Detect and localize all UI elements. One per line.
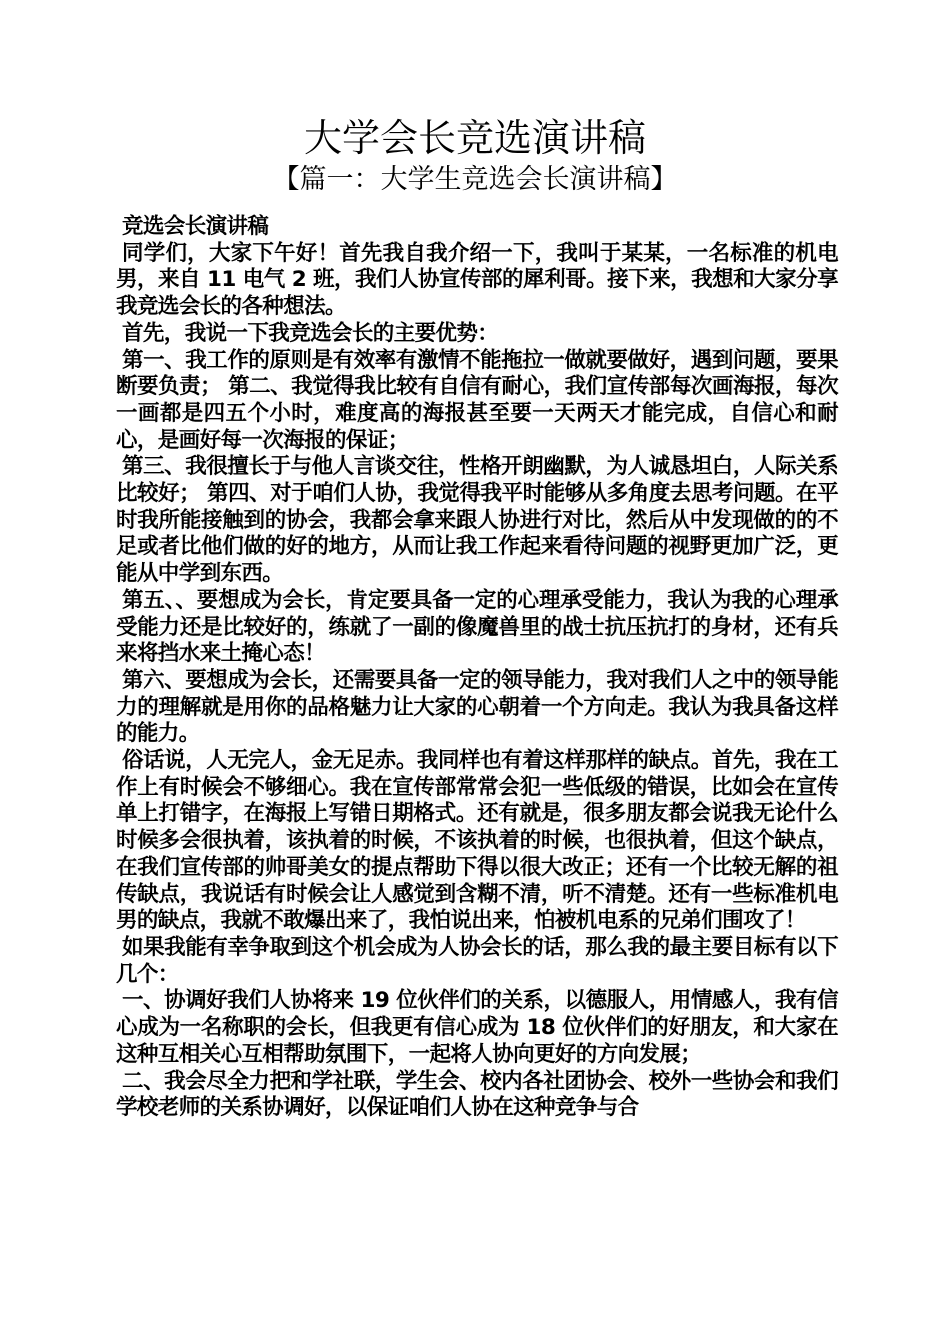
paragraph-shortcomings: 俗话说，人无完人，金无足赤。我同样也有着这样那样的缺点。首先，我在工作上有时候会不够细心。我在宣传部常常会犯一些低级的错误，比如会在宣传单上打错字，在海报上写错日期格式。还有就是，很多朋友都会说我无论什么时候多会很执着，该执着的时候，不该执着的时候，也很执着，但这个缺点，在我们宣传部的帅哥美女的提点帮助下得以很大改正；还有一个比较无解的祖传缺点，我说话有时候会让人感觉到含糊不清，听不清楚。还有一些标准机电男的缺点，我就不敢爆出来了，我怕说出来，怕被机电系的兄弟们围攻了！ xyxy=(116,748,838,934)
document-body xyxy=(116,214,838,1122)
paragraph-heading: 竞选会长演讲稿 xyxy=(122,214,269,239)
paragraph-greeting: 同学们，大家下午好！首先我自我介绍一下，我叫于某某，一名标准的机电男，来自 11 电气 2 班，我们人协宣传部的犀利哥。接下来，我想和大家分享我竞选会长的各种想法。 xyxy=(116,240,838,320)
paragraph-goals-intro: 如果我能有幸争取到这个机会成为人协会长的话，那么我的最主要目标有以下几个： xyxy=(116,934,838,987)
document-subtitle: 【篇一：大学生竞选会长演讲稿】 xyxy=(272,164,678,195)
document-title: 大学会长竞选演讲稿 xyxy=(303,116,646,160)
paragraph-advantage-1-2: 第一、我工作的原则是有效率有激情不能拖拉一做就要做好，遇到问题，要果断要负责； 第二、我觉得我比较有自信有耐心，我们宣传部每次画海报，每次一画都是四五个小时，难度高的海报甚至要一天两天才能完成，自信心和耐心，是画好每一次海报的保证； xyxy=(116,347,838,453)
paragraph-advantage-6: 第六、要想成为会长，还需要具备一定的领导能力，我对我们人之中的领导能力的理解就是用你的品格魅力让大家的心朝着一个方向走。我认为我具备这样的能力。 xyxy=(116,667,838,747)
paragraph-goal-1: 一、协调好我们人协将来 19 位伙伴们的关系，以德服人，用情感人，我有信心成为一名称职的会长，但我更有信心成为 18 位伙伴们的好朋友，和大家在这种互相关心互相帮助氛围下，一起将人协向更好的方向发展； xyxy=(116,988,838,1067)
paragraph-goal-2: 二、我会尽全力把和学社联，学生会、校内各社团协会、校外一些协会和我们学校老师的关系协调好，以保证咱们人协在这种竞争与合 xyxy=(116,1068,838,1121)
paragraph-advantage-3-4: 第三、我很擅长于与他人言谈交往，性格开朗幽默，为人诚恳坦白，人际关系比较好； 第四、对于咱们人协，我觉得我平时能够从多角度去思考问题。在平时我所能接触到的协会，我都会拿来跟人协进行对比，然后从中发现做的的不足或者比他们做的好的地方，从而让我工作起来看待问题的视野更加广泛，更能从中学到东西。 xyxy=(116,454,838,587)
paragraph-advantages-intro: 首先，我说一下我竞选会长的主要优势： xyxy=(122,320,499,346)
paragraph-advantage-5: 第五、、要想成为会长，肯定要具备一定的心理承受能力，我认为我的心理承受能力还是比较好的，练就了一副的像魔兽里的战士抗压抗打的身材，还有兵来将挡水来土掩心态！ xyxy=(116,587,838,667)
